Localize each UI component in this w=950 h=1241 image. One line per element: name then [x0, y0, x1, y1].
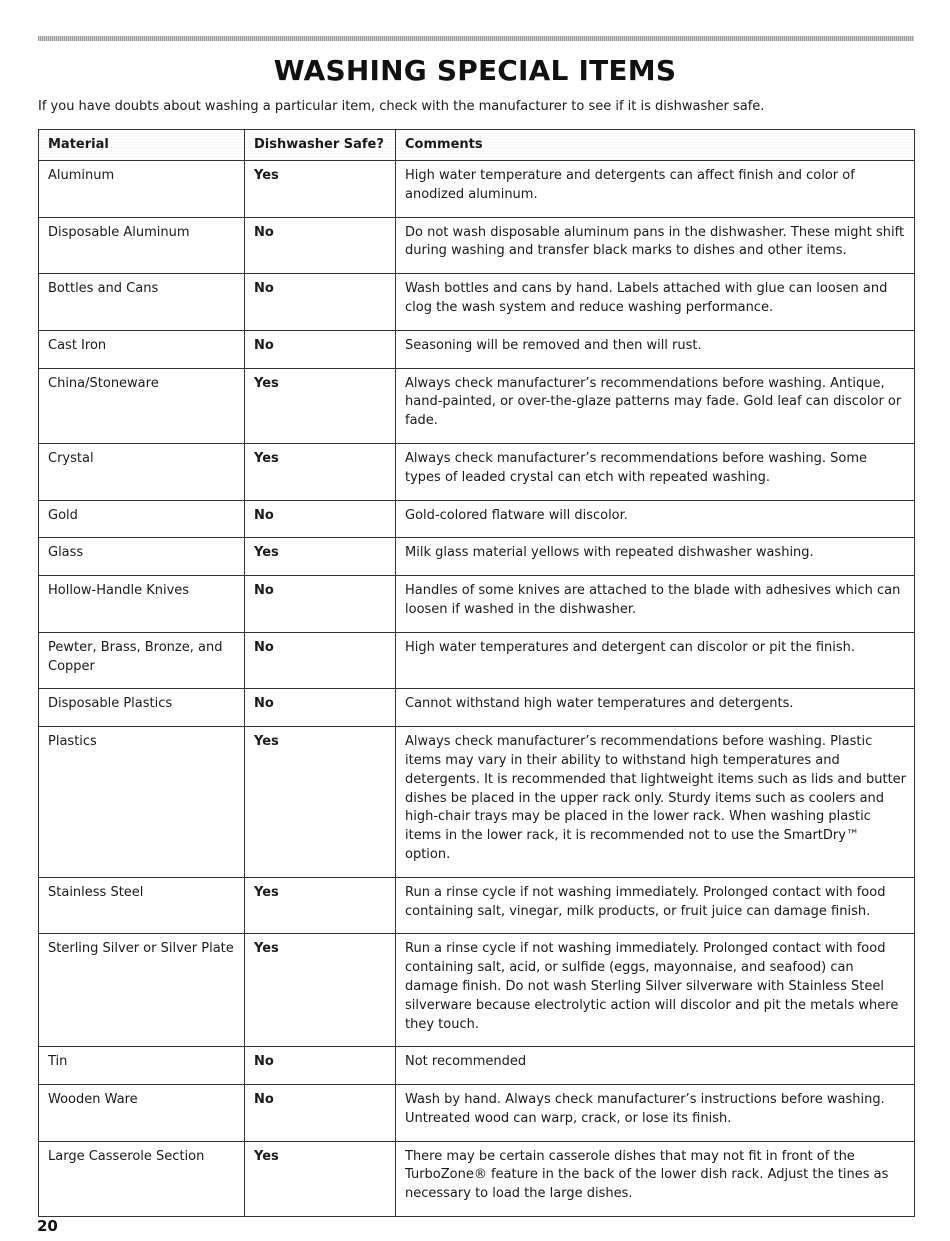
material-cell: Disposable Plastics: [39, 689, 245, 727]
dishwasher-safe-cell: No: [245, 689, 396, 727]
table-row: [39, 1141, 915, 1216]
dishwasher-safe-cell: No: [245, 330, 396, 368]
table-row: [39, 877, 915, 934]
material-cell: Disposable Aluminum: [39, 217, 245, 274]
table-row: [39, 934, 915, 1047]
table-row: [39, 274, 915, 331]
dishwasher-safe-cell: Yes: [245, 443, 396, 500]
comment-cell: Always check manufacturer’s recommendations before washing. Plastic items may vary in their ability to withstand high temperatures and detergents. It is recommended that lightweight items such as lids and butter dishes be placed in the upper rack only. Sturdy items such as coolers and high-chair trays may be placed in the lower rack. When washing plastic items in the lower rack, it is recommended not to use the SmartDry™ option.: [396, 727, 915, 878]
table-row: [39, 576, 915, 633]
page-title: WASHING SPECIAL ITEMS: [273, 54, 677, 87]
material-cell: Gold: [39, 500, 245, 538]
table-row: [39, 727, 915, 878]
material-cell: Crystal: [39, 443, 245, 500]
dishwasher-safe-cell: No: [245, 500, 396, 538]
comment-cell: Wash bottles and cans by hand. Labels attached with glue can loosen and clog the wash system and reduce washing performance.: [396, 274, 915, 331]
dishwasher-safe-cell: No: [245, 632, 396, 689]
table-row: [39, 161, 915, 218]
material-cell: Aluminum: [39, 161, 245, 218]
comment-cell: Do not wash disposable aluminum pans in the dishwasher. These might shift during washing and transfer black marks to dishes and other items.: [396, 217, 915, 274]
dishwasher-safe-cell: No: [245, 576, 396, 633]
header-dishwasher-safe: Dishwasher Safe?: [245, 130, 396, 161]
comment-cell: Not recommended: [396, 1047, 915, 1085]
comment-cell: Always check manufacturer’s recommendations before washing. Some types of leaded crystal can etch with repeated washing.: [396, 443, 915, 500]
dishwasher-safe-cell: No: [245, 1085, 396, 1142]
comment-cell: Milk glass material yellows with repeated dishwasher washing.: [396, 538, 915, 576]
table-header-row: [39, 130, 915, 161]
dishwasher-safe-cell: No: [245, 217, 396, 274]
material-cell: Pewter, Brass, Bronze, and Copper: [39, 632, 245, 689]
material-cell: Plastics: [39, 727, 245, 878]
comment-cell: Run a rinse cycle if not washing immediately. Prolonged contact with food containing salt, vinegar, milk products, or fruit juice can damage finish.: [396, 877, 915, 934]
table-row: [39, 632, 915, 689]
material-cell: Cast Iron: [39, 330, 245, 368]
material-cell: Wooden Ware: [39, 1085, 245, 1142]
dishwasher-safe-cell: Yes: [245, 368, 396, 443]
comment-cell: Cannot withstand high water temperatures and detergents.: [396, 689, 915, 727]
dishwasher-safe-cell: Yes: [245, 1141, 396, 1216]
comment-cell: Wash by hand. Always check manufacturer’s instructions before washing. Untreated wood can warp, crack, or lose its finish.: [396, 1085, 915, 1142]
table-row: [39, 500, 915, 538]
material-cell: Tin: [39, 1047, 245, 1085]
comment-cell: High water temperatures and detergent can discolor or pit the finish.: [396, 632, 915, 689]
table-row: [39, 1047, 915, 1085]
table-row: [39, 538, 915, 576]
dishwasher-safe-cell: Yes: [245, 161, 396, 218]
material-cell: Bottles and Cans: [39, 274, 245, 331]
material-cell: Sterling Silver or Silver Plate: [39, 934, 245, 1047]
material-cell: Large Casserole Section: [39, 1141, 245, 1216]
table-row: [39, 443, 915, 500]
page-number: 20: [37, 1217, 58, 1235]
table-row: [39, 689, 915, 727]
material-cell: Glass: [39, 538, 245, 576]
dishwasher-safe-cell: Yes: [245, 727, 396, 878]
comment-cell: Always check manufacturer’s recommendations before washing. Antique, hand-painted, or over-the-glaze patterns may fade. Gold leaf can discolor or fade.: [396, 368, 915, 443]
table-row: [39, 1085, 915, 1142]
header-comments: Comments: [396, 130, 915, 161]
top-rule: [38, 36, 914, 41]
material-cell: China/Stoneware: [39, 368, 245, 443]
table-row: [39, 217, 915, 274]
table-row: [39, 330, 915, 368]
comment-cell: Seasoning will be removed and then will rust.: [396, 330, 915, 368]
material-cell: Stainless Steel: [39, 877, 245, 934]
intro-text: If you have doubts about washing a particular item, check with the manufacturer to see if it is dishwasher safe.: [38, 99, 765, 114]
comment-cell: Run a rinse cycle if not washing immediately. Prolonged contact with food containing salt, acid, or sulfide (eggs, mayonnaise, and seafood) can damage finish. Do not wash Sterling Silver silverware with Stainless Steel silverware because electrolytic action will discolor and pit the metals where they touch.: [396, 934, 915, 1047]
comment-cell: There may be certain casserole dishes that may not fit in front of the TurboZone® feature in the back of the lower dish rack. Adjust the tines as necessary to load the large dishes.: [396, 1141, 915, 1216]
dishwasher-safe-cell: No: [245, 274, 396, 331]
dishwasher-safe-cell: No: [245, 1047, 396, 1085]
dishwasher-safe-cell: Yes: [245, 538, 396, 576]
comment-cell: Handles of some knives are attached to the blade with adhesives which can loosen if washed in the dishwasher.: [396, 576, 915, 633]
table-row: [39, 368, 915, 443]
washing-items-table: [38, 129, 915, 1217]
comment-cell: Gold-colored flatware will discolor.: [396, 500, 915, 538]
header-material: Material: [39, 130, 245, 161]
dishwasher-safe-cell: Yes: [245, 877, 396, 934]
material-cell: Hollow-Handle Knives: [39, 576, 245, 633]
comment-cell: High water temperature and detergents can affect finish and color of anodized aluminum.: [396, 161, 915, 218]
dishwasher-safe-cell: Yes: [245, 934, 396, 1047]
